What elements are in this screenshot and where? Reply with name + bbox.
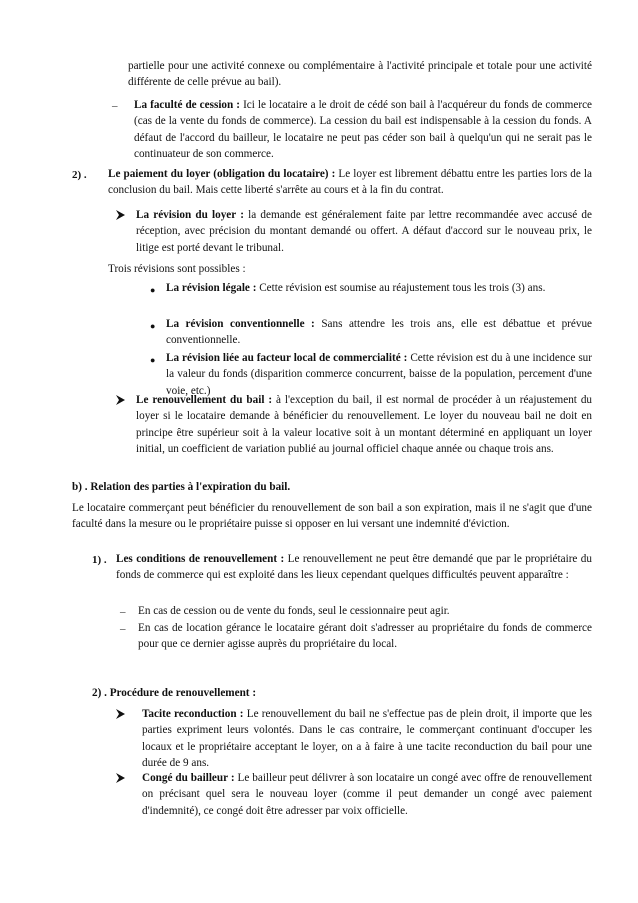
- tacite-text: Le renouvellement du bail ne s'effectue pas de plein droit, il importe que les parties expriment leurs volontés. Dans le cas contraire, le commerçant continuant d'occuper les locaux et le propriétaire acceptant le loyer, on a à faire à une tacite reconduction du bail pour une durée de 9 ans.: [142, 708, 593, 770]
- arrowhead-bullet-icon: [116, 395, 125, 405]
- conditions-item-1: En cas de cession ou de vente du fonds, seul le cessionnaire peut agir.: [138, 605, 450, 617]
- revision-item-2: [166, 316, 592, 349]
- procedure-title: 2) . Procédure de renouvellement :: [92, 687, 257, 699]
- revision-item-label: La révision liée au facteur local de commercialité :: [166, 352, 408, 364]
- renouvellement-loyer-label: Le renouvellement du bail :: [136, 394, 273, 406]
- renouvellement-loyer-text: à l'exception du bail, il est normal de procéder à un réajustement du loyer si le locataire demande à bénéficier du renouvellement. Le loyer du nouveau bail ne doit en principe être supérieur soit à la valeur locative soit à un montant déterminé en appliquant un loyer initial, un coefficient de variation publié au journal officiel chaque année ou chaque trois ans.: [136, 394, 593, 456]
- renouvellement-loyer-paragraph: [136, 392, 592, 458]
- cession-label: La faculté de cession :: [134, 99, 241, 111]
- loyer-number: 2) .: [72, 169, 87, 181]
- conge-paragraph: [142, 770, 592, 819]
- cession-paragraph: [134, 97, 592, 163]
- dash-marker: –: [112, 100, 118, 112]
- revision-item-label: La révision conventionnelle :: [166, 318, 315, 330]
- arrowhead-bullet-icon: [116, 773, 125, 783]
- bullet-icon: ●: [150, 321, 156, 331]
- section-b-intro: Le locataire commerçant peut bénéficier du renouvellement de son bail a son expiration, mais il ne s'agit que d'une faculté dans la mesure ou le propriétaire puisse si opposer en lui versant une indemnité d'éviction.: [72, 502, 592, 531]
- dash-marker: –: [120, 623, 126, 635]
- conge-label: Congé du bailleur :: [142, 772, 235, 784]
- revision-item-text: Sans attendre les trois ans, elle est débattue et prévue conventionnelle.: [166, 318, 593, 347]
- revision-paragraph: [136, 207, 592, 256]
- revision-text: la demande est généralement faite par lettre recommandée avec accusé de réception, avec précision du montant demandé ou offert. A défaut d'accord sur le nouveau prix, le litige est porté devant le tribunal.: [136, 209, 592, 254]
- bullet-icon: ●: [150, 285, 156, 295]
- loyer-text: Le loyer est librement débattu entre les parties lors de la conclusion du bail. Mais cette liberté s'arrête au cours et à la fin du contrat.: [108, 168, 592, 197]
- trois-revisions-text: Trois révisions sont possibles :: [108, 263, 246, 275]
- bullet-icon: ●: [150, 355, 156, 365]
- loyer-paragraph: [108, 166, 592, 199]
- conditions-paragraph: [116, 551, 592, 584]
- tacite-paragraph: [142, 706, 592, 772]
- continuation-paragraph: partielle pour une activité connexe ou complémentaire à l'activité principale et totale pour une activité différente de celle prévue au bail).: [128, 60, 592, 89]
- revision-item-1: [166, 280, 592, 296]
- section-b-title: b) . Relation des parties à l'expiration du bail.: [72, 481, 291, 493]
- tacite-label: Tacite reconduction :: [142, 708, 244, 720]
- revision-item-label: La révision légale :: [166, 282, 257, 294]
- revision-item-text: Cette révision est soumise au réajustement tous les trois (3) ans.: [259, 282, 546, 294]
- conge-text: Le bailleur peut délivrer à son locataire un congé avec offre de renouvellement on précisant quel sera le nouveau loyer (comme il peut demander un congé avec paiement d'indemnité), ce congé doit être adresser par voix officielle.: [142, 772, 592, 817]
- revision-label: La révision du loyer :: [136, 209, 244, 221]
- dash-marker: –: [120, 606, 126, 618]
- arrowhead-bullet-icon: [116, 210, 125, 220]
- cession-text: Ici le locataire a le droit de cédé son bail à l'acquéreur du fonds de commerce (cas de la vente du fonds de commerce). La cession du bail est indispensable à la cession du fonds. A défaut de l'accord du bailleur, le locataire ne peut pas céder son bail à quelqu'un qui ne serait pas le continuateur de son commerce.: [134, 99, 592, 161]
- arrowhead-bullet-icon: [116, 709, 125, 719]
- loyer-label: Le paiement du loyer (obligation du locataire) :: [108, 168, 336, 180]
- conditions-number: 1) .: [92, 554, 107, 566]
- conditions-label: Les conditions de renouvellement :: [116, 553, 285, 565]
- conditions-text: Le renouvellement ne peut être demandé que par le propriétaire du fonds de commerce qui est exploité dans les lieux cependant quelques difficultés peuvent apparaître :: [116, 553, 592, 582]
- revision-item-text: Cette révision est du à une incidence sur la valeur du fonds (disparition commerce concurrent, baisse de la population, percement d'une voie, etc.): [166, 352, 592, 397]
- conditions-item-2: En cas de location gérance le locataire gérant doit s'adresser au propriétaire du fonds de commerce pour que ce dernier agisse auprès du propriétaire du local.: [138, 622, 592, 651]
